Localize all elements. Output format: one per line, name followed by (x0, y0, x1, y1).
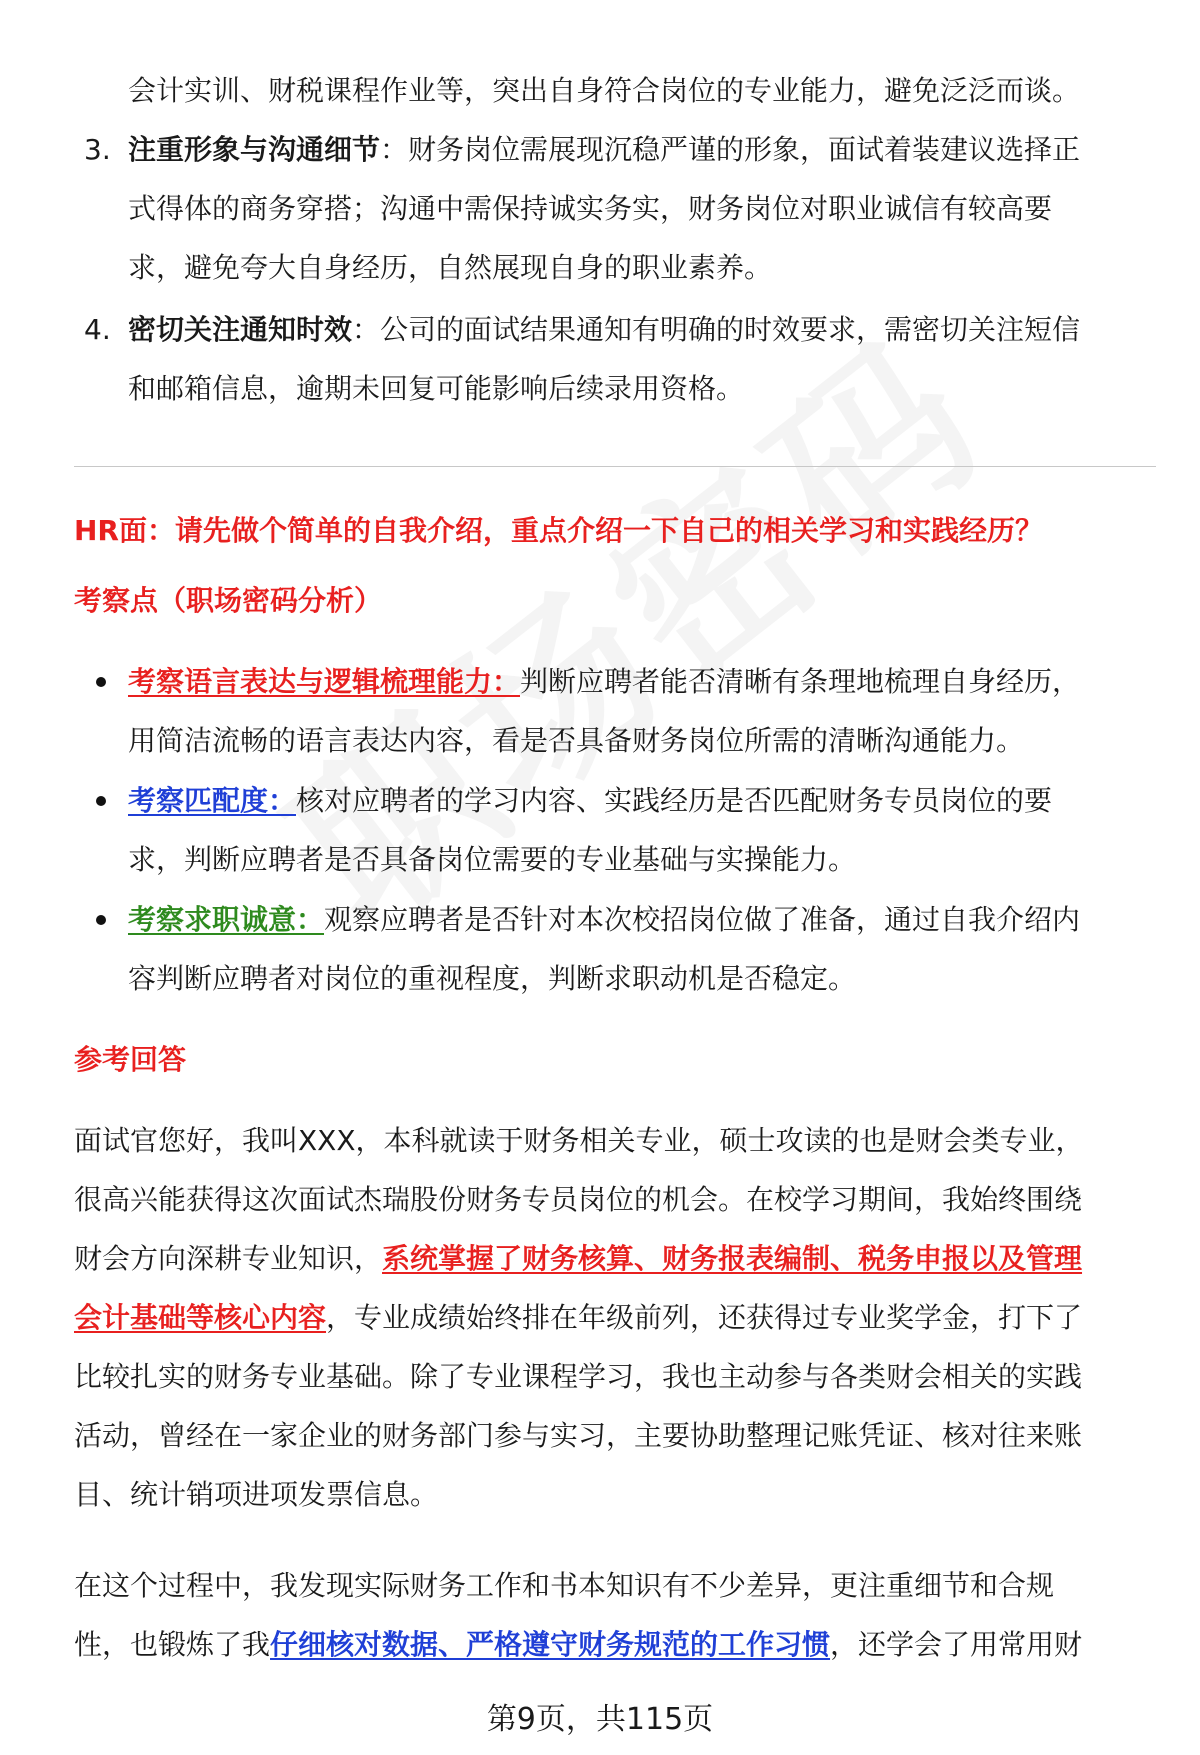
continuation-line (128, 61, 1200, 120)
item-number: 4. (84, 313, 111, 346)
bullet-dot (96, 677, 106, 687)
bullet-label: 考察语言表达与逻辑梳理能力： (128, 665, 521, 698)
bullet-text: 容判断应聘者对岗位的重视程度，判断求职动机是否稳定。 (128, 962, 857, 995)
answer-highlight: 系统掌握了财务核算、财务报表编制、税务申报以及管理 (382, 1242, 1083, 1275)
item-text: 和邮箱信息，逾期未回复可能影响后续录用资格。 (128, 372, 745, 405)
answer-text: ，专业成绩始终排在年级前列，还获得过专业奖学金，打下了 (326, 1301, 1083, 1334)
bullet-dot (96, 915, 106, 925)
answer-line: 面试官您好，我叫XXX，本科就读于财务相关专业，硕士攻读的也是财会类专业， (74, 1124, 1084, 1157)
item-text: 式得体的商务穿搭；沟通中需保持诚实务实，财务岗位对职业诚信有较高要 (128, 192, 1053, 225)
item-text: 求，避免夸大自身经历，自然展现自身的职业素养。 (128, 251, 773, 284)
item-text: ：财务岗位需展现沉稳严谨的形象，面试着装建议选择正 (380, 133, 1081, 166)
section-divider (74, 466, 1156, 467)
answer-line: 在这个过程中，我发现实际财务工作和书本知识有不少差异，更注重细节和合规 (74, 1569, 1055, 1602)
answer-line: 比较扎实的财务专业基础。除了专业课程学习，我也主动参与各类财会相关的实践 (74, 1360, 1083, 1393)
list-item-4 (84, 300, 1144, 418)
page-footer: 第9页，共115页 (486, 1702, 714, 1737)
item-text: ：公司的面试结果通知有明确的时效要求，需密切关注短信 (352, 313, 1081, 346)
bullet-item (96, 890, 1146, 1008)
continuation-text: 会计实训、财税课程作业等，突出自身符合岗位的专业能力，避免泛泛而谈。 (128, 74, 1081, 107)
bullet-text: 观察应聘者是否针对本次校招岗位做了准备，通过自我介绍内 (324, 903, 1081, 936)
bullet-label: 考察匹配度： (128, 784, 297, 817)
answer-highlight: 仔细核对数据、严格遵守财务规范的工作习惯 (270, 1628, 831, 1661)
answer-paragraph-1 (74, 1111, 1154, 1524)
answer-text: 性，也锻炼了我 (74, 1628, 271, 1661)
bullet-item (96, 652, 1146, 770)
bullet-text: 求，判断应聘者是否具备岗位需要的专业基础与实操能力。 (128, 843, 857, 876)
bullet-text: 判断应聘者能否清晰有条理地梳理自身经历， (520, 665, 1081, 698)
answer-highlight: 会计基础等核心内容 (74, 1301, 327, 1334)
reference-heading: 参考回答 (74, 1043, 187, 1076)
answer-paragraph-2 (74, 1556, 1154, 1674)
answer-line: 很高兴能获得这次面试杰瑞股份财务专员岗位的机会。在校学习期间，我始终围绕 (74, 1183, 1083, 1216)
answer-text: 财会方向深耕专业知识， (74, 1242, 383, 1275)
list-item-3 (84, 120, 1144, 297)
bullet-text: 用简洁流畅的语言表达内容，看是否具备财务岗位所需的清晰沟通能力。 (128, 724, 1025, 757)
answer-line: 活动，曾经在一家企业的财务部门参与实习，主要协助整理记账凭证、核对往来账 (74, 1419, 1083, 1452)
answer-text: ，还学会了用常用财 (830, 1628, 1083, 1661)
interview-question: HR面：请先做个简单的自我介绍，重点介绍一下自己的相关学习和实践经历？ (74, 514, 1043, 547)
bullet-dot (96, 796, 106, 806)
item-title: 密切关注通知时效 (128, 313, 353, 346)
answer-line: 目、统计销项进项发票信息。 (74, 1478, 439, 1511)
bullet-item (96, 771, 1146, 889)
bullet-label: 考察求职诚意： (128, 903, 325, 936)
item-title: 注重形象与沟通细节 (128, 133, 381, 166)
bullet-text: 核对应聘者的学习内容、实践经历是否匹配财务专员岗位的要 (296, 784, 1053, 817)
analysis-heading: 考察点（职场密码分析） (74, 584, 383, 617)
item-number: 3. (84, 133, 111, 166)
